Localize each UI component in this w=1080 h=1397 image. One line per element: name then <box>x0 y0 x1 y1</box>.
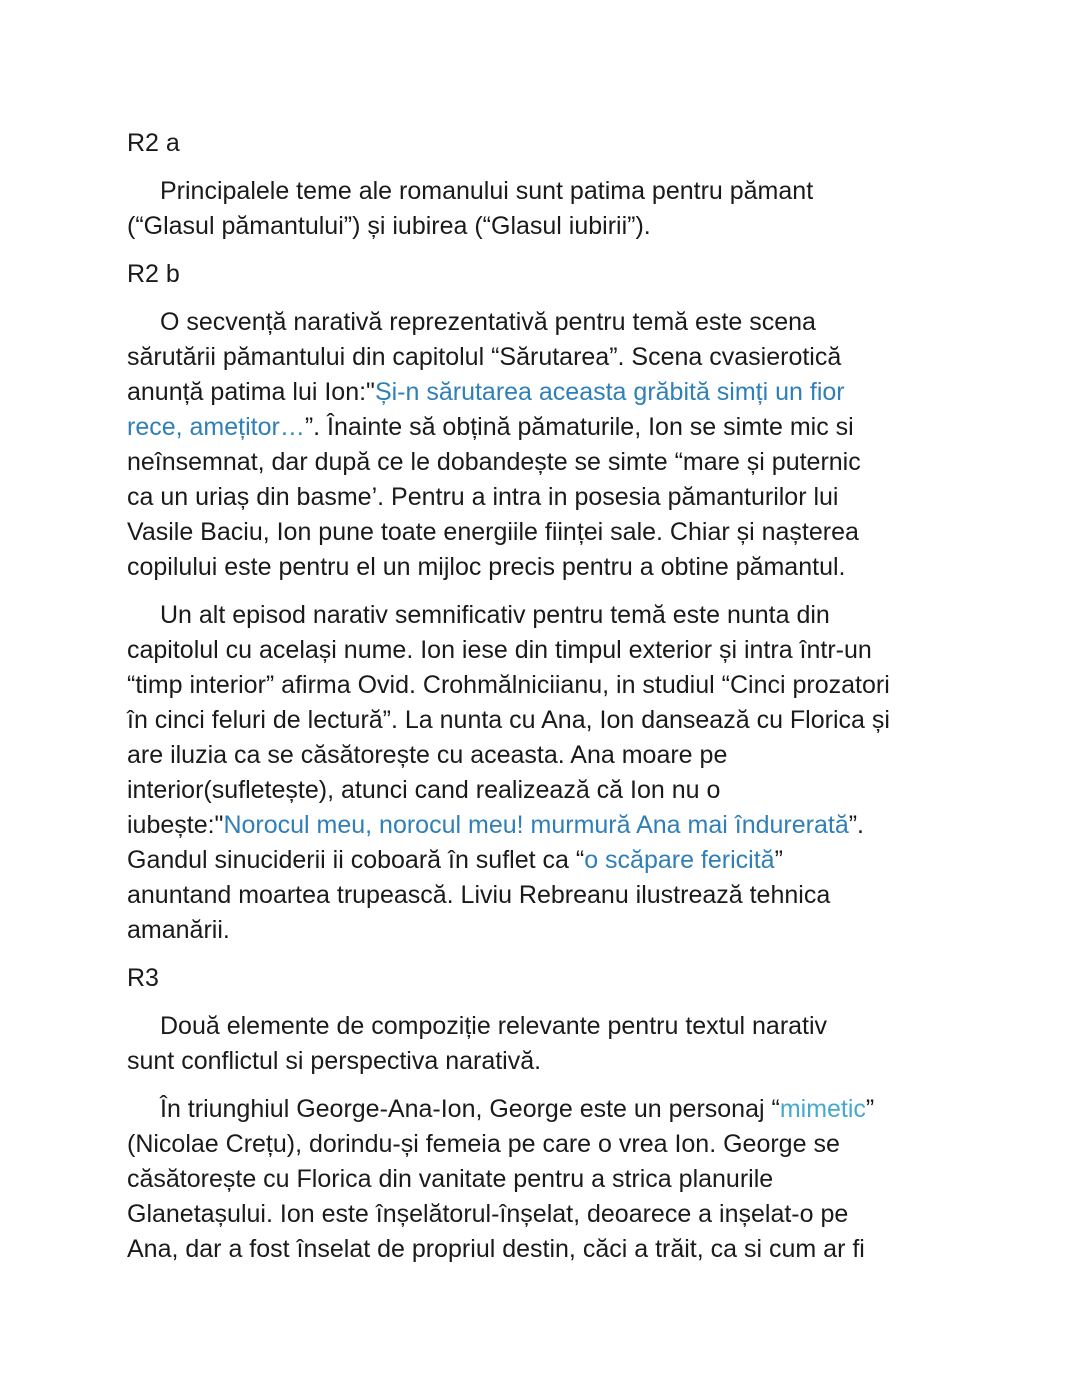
text-segment: Glanetașului. Ion este înșelătorul-înșelat, deoarece a inșelat-o pe <box>127 1200 849 1228</box>
text-segment: capitolul cu același nume. Ion iese din timpul exterior și intra într-un <box>127 636 872 664</box>
text-segment: interior(sufletește), atunci cand realizează că Ion nu o <box>127 776 721 804</box>
text-line <box>127 375 1007 410</box>
text-segment: ”. <box>848 811 864 839</box>
text-line <box>127 1044 1007 1079</box>
paragraph <box>127 174 1007 244</box>
text-segment: amanării. <box>127 916 230 944</box>
text-line <box>127 878 1007 913</box>
text-segment: anunță patima lui Ion:" <box>127 378 375 406</box>
text-line <box>127 410 1007 445</box>
paragraph <box>127 1009 1007 1079</box>
text-segment: ” <box>865 1095 875 1123</box>
text-segment: Gandul sinuciderii ii coboară în suflet ca “ <box>127 846 585 874</box>
text-line <box>127 808 1007 843</box>
quotation-text: mimetic <box>779 1095 866 1123</box>
text-line <box>127 1232 1007 1267</box>
section-heading: R2 b <box>127 260 180 288</box>
text-segment: Ana, dar a fost înselat de propriul destin, căci a trăit, ca si cum ar fi <box>127 1235 865 1263</box>
text-line <box>127 480 1007 515</box>
text-segment: în cinci feluri de lectură”. La nunta cu Ana, Ion dansează cu Florica și <box>127 706 890 734</box>
quotation-text: Și-n sărutarea aceasta grăbită simți un fior <box>374 378 845 406</box>
text-segment: sărutării pămantului din capitolul “Sărutarea”. Scena cvasierotică <box>127 343 842 371</box>
paragraph <box>127 598 1007 948</box>
text-segment: (“Glasul pămantului”) și iubirea (“Glasul iubirii”). <box>127 212 651 240</box>
quotation-text: rece, amețitor… <box>127 413 305 441</box>
text-line <box>127 703 1007 738</box>
text-line <box>127 340 1007 375</box>
document-page <box>127 126 1007 1280</box>
text-line <box>127 668 1007 703</box>
text-segment: Un alt episod narativ semnificativ pentru temă este nunta din <box>160 601 830 629</box>
text-line <box>127 738 1007 773</box>
text-segment: are iluzia ca se căsătorește cu aceasta. Ana moare pe <box>127 741 728 769</box>
text-line <box>127 305 1007 340</box>
text-line <box>127 515 1007 550</box>
text-segment: copilului este pentru el un mijloc precis pentru a obtine pămantul. <box>127 553 846 581</box>
text-segment: anuntand moartea trupească. Liviu Rebreanu ilustrează tehnica <box>127 881 831 909</box>
text-line <box>127 1197 1007 1232</box>
text-line <box>127 773 1007 808</box>
text-line <box>127 174 1007 209</box>
text-line <box>127 843 1007 878</box>
text-segment: În triunghiul George-Ana-Ion, George este un personaj “ <box>160 1095 780 1123</box>
text-segment: Principalele teme ale romanului sunt patima pentru pămant <box>160 177 814 205</box>
text-line <box>127 1092 1007 1127</box>
paragraph <box>127 1092 1007 1267</box>
text-segment: Două elemente de compoziție relevante pentru textul narativ <box>160 1012 828 1040</box>
section-heading: R2 a <box>127 129 180 157</box>
text-line <box>127 1009 1007 1044</box>
text-segment: căsătorește cu Florica din vanitate pentru a strica planurile <box>127 1165 774 1193</box>
text-line <box>127 209 1007 244</box>
text-segment: (Nicolae Crețu), dorindu-și femeia pe care o vrea Ion. George se <box>127 1130 840 1158</box>
text-segment: sunt conflictul si perspectiva narativă. <box>127 1047 542 1075</box>
text-segment: O secvență narativă reprezentativă pentru temă este scena <box>160 308 816 336</box>
text-segment: ca un uriaș din basme’. Pentru a intra in posesia pămanturilor lui <box>127 483 839 511</box>
section-heading: R3 <box>127 964 159 992</box>
text-segment: Vasile Baciu, Ion pune toate energiile ființei sale. Chiar și nașterea <box>127 518 859 546</box>
text-segment: ” <box>774 846 783 874</box>
text-line <box>127 550 1007 585</box>
text-segment: “timp interior” afirma Ovid. Crohmălniciianu, in studiul “Cinci prozatori <box>127 671 890 699</box>
text-line <box>127 633 1007 668</box>
text-line <box>127 598 1007 633</box>
quotation-text: o scăpare fericită <box>584 846 775 874</box>
paragraph <box>127 305 1007 585</box>
text-segment: iubește:" <box>127 811 224 839</box>
text-line <box>127 445 1007 480</box>
quotation-text: Norocul meu, norocul meu! murmură Ana mai îndurerată <box>223 811 849 839</box>
text-segment: ”. Înainte să obțină pămaturile, Ion se simte mic si <box>304 413 854 441</box>
text-segment: neînsemnat, dar după ce le dobandește se simte “mare și puternic <box>127 448 861 476</box>
text-line <box>127 1127 1007 1162</box>
text-line <box>127 1162 1007 1197</box>
text-line <box>127 913 1007 948</box>
